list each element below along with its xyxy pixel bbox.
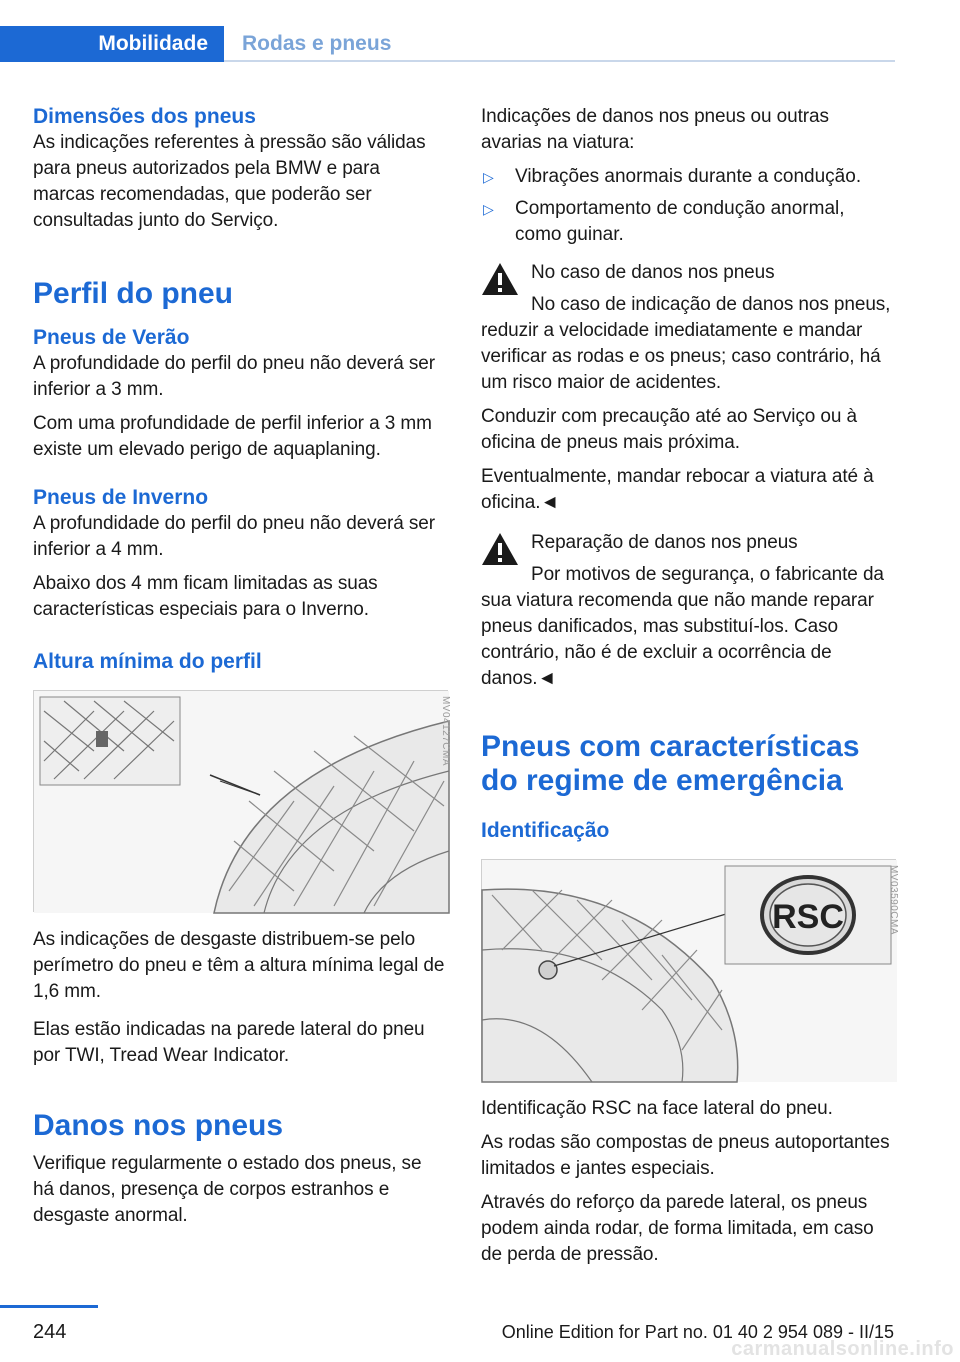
figure-code: MV03590CMA: [888, 864, 899, 935]
list-item: [481, 164, 894, 190]
right-column: [481, 104, 899, 1268]
min-height-heading: Altura mínima do perfil: [33, 650, 262, 673]
damage-indicators-intro: Indicações de danos nos pneus ou outras avarias na viatura:: [481, 106, 829, 153]
summer-heading: Pneus de Verão: [33, 326, 190, 349]
wear-indicator-text-1: As indicações de desgaste distribuem-se pelo perímetro do pneu e têm a altura mínima legal de 1,6 mm.: [33, 929, 445, 1002]
edition-text: Online Edition for Part no. 01 40 2 954 089 - II/15: [501, 1322, 894, 1342]
rsc-logo: RSC: [772, 898, 844, 936]
winter-text-1: A profundidade do perfil do pneu não deverá ser inferior a 4 mm.: [33, 513, 435, 560]
warning-tire-repair: [481, 530, 894, 692]
list-item-text: Comportamento de condução anormal, como guinar.: [515, 198, 845, 245]
wear-indicator-text-2: Elas estão indicadas na parede lateral do pneu por TWI, Tread Wear Indicator.: [33, 1019, 425, 1066]
warning-tire-damage: [481, 260, 894, 396]
list-item-text: Vibrações anormais durante a condução.: [515, 166, 862, 187]
tread-wear-figure: [33, 690, 451, 912]
winter-text-2: Abaixo dos 4 mm ficam limitadas as suas características especiais para o Inverno.: [33, 573, 378, 620]
summer-text-1: A profundidade do perfil do pneu não deverá ser inferior a 3 mm.: [33, 353, 435, 400]
identification-text-2: As rodas são compostas de pneus autoportantes limitados e jantes especiais.: [481, 1132, 890, 1179]
figure-code: MV04127CMA: [440, 695, 451, 766]
header-rule: [224, 60, 895, 62]
header-tab-section: Rodas e pneus: [242, 32, 392, 55]
damage-heading: Danos nos pneus: [33, 1109, 284, 1142]
warning-text: No caso de indicação de danos nos pneus, reduzir a velocidade imediatamente e mandar verificar as rodas e os pneus; caso contrário, há um risco maior de acidentes.: [481, 294, 891, 393]
watermark: carmanualsonline.info: [731, 1338, 954, 1360]
run-flat-heading: Pneus com características do regime de emergência: [481, 730, 860, 797]
rsc-tire-illustration: [482, 860, 897, 1082]
list-item: [481, 196, 894, 248]
warning-text: Por motivos de segurança, o fabricante da sua viatura recomenda que não mande reparar pneus danificados, mas substituí-los. Caso contrário, não é de excluir a ocorrência de danos.◄: [481, 564, 884, 689]
triangle-right-icon: ▷: [483, 169, 494, 185]
footer-rule: [0, 1305, 98, 1308]
rsc-figure: [481, 859, 899, 1081]
page-number: 244: [33, 1321, 67, 1343]
damage-text: Verifique regularmente o estado dos pneus, se há danos, presença de corpos estranhos e desgaste anormal.: [33, 1153, 422, 1226]
warning-title: No caso de danos nos pneus: [531, 262, 775, 283]
identification-text-1: Identificação RSC na face lateral do pneu.: [481, 1098, 833, 1119]
summer-text-2: Com uma profundidade de perfil inferior a 3 mm existe um elevado perigo de aquaplaning.: [33, 413, 432, 460]
header-tab-mobilidade: Mobilidade: [0, 26, 224, 62]
warning-text-3: Eventualmente, mandar rebocar a viatura até à oficina.◄: [481, 466, 874, 513]
warning-title: Reparação de danos nos pneus: [531, 532, 798, 553]
identification-text-3: Através do reforço da parede lateral, os pneus podem ainda rodar, de forma limitada, em caso de perda de pressão.: [481, 1192, 874, 1265]
dimensions-heading: Dimensões dos pneus: [33, 105, 256, 128]
identification-heading: Identificação: [481, 819, 610, 842]
left-column: [33, 104, 451, 1229]
dimensions-text: As indicações referentes à pressão são válidas para pneus autorizados pela BMW e para marcas recomendadas, que poderão ser consultadas junto do Serviço.: [33, 132, 426, 231]
tread-heading: Perfil do pneu: [33, 277, 234, 310]
warning-triangle-icon: [481, 532, 519, 566]
triangle-right-icon: ▷: [483, 201, 494, 217]
warning-triangle-icon: [481, 262, 519, 296]
winter-heading: Pneus de Inverno: [33, 486, 209, 509]
tire-tread-illustration: [34, 691, 449, 913]
warning-text-2: Conduzir com precaução até ao Serviço ou à oficina de pneus mais próxima.: [481, 406, 858, 453]
